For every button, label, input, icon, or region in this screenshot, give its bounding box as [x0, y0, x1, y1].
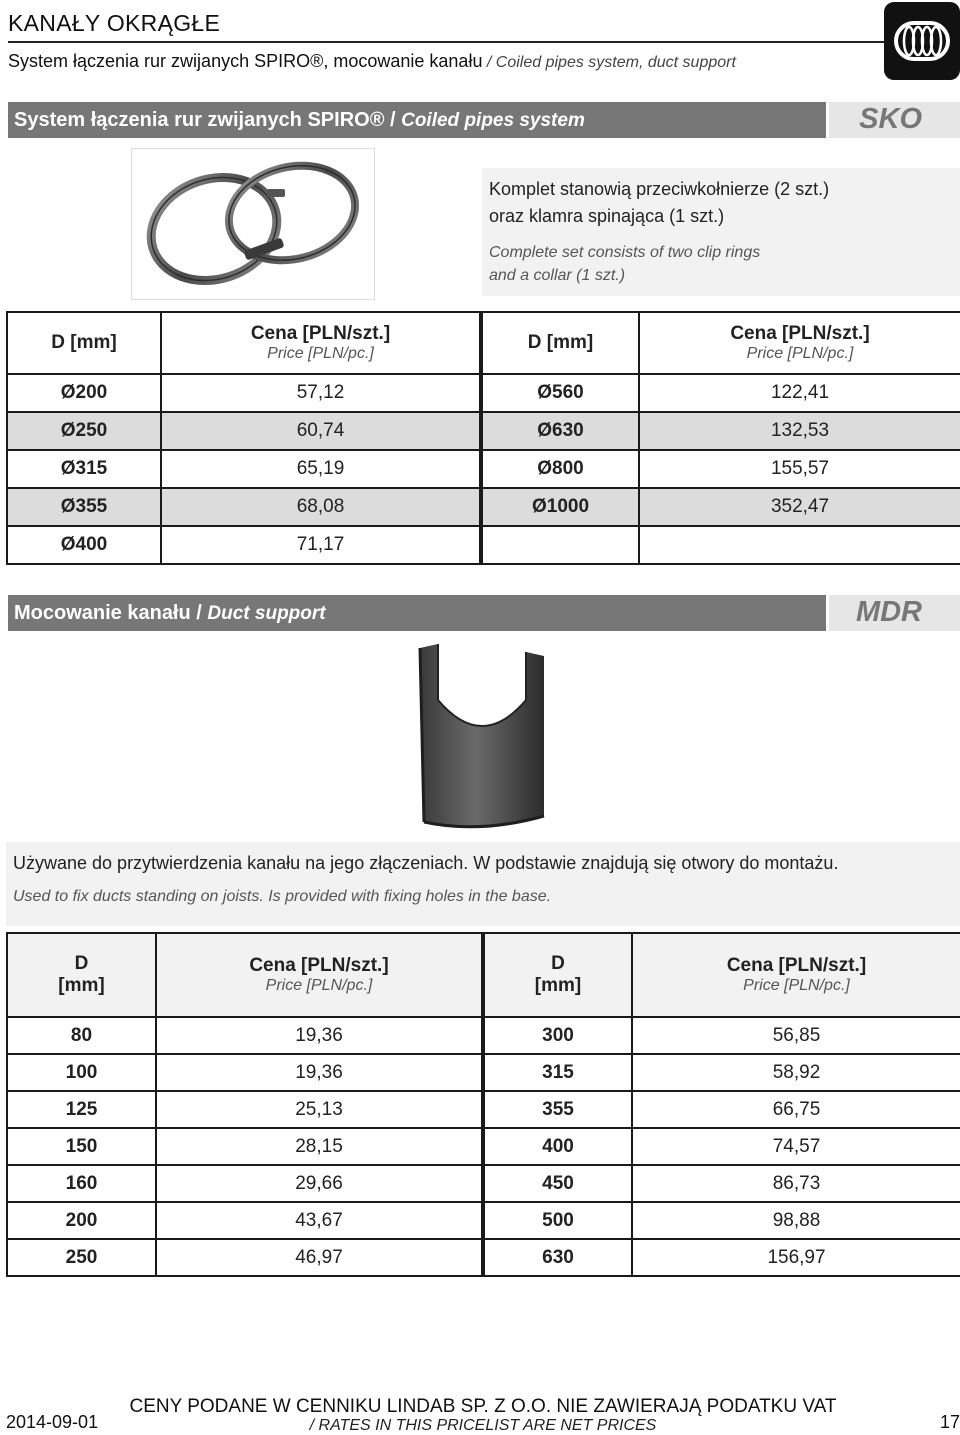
- diameter-cell: 400: [483, 1128, 632, 1165]
- table-row: [7, 1054, 960, 1091]
- price-cell: 66,75: [632, 1091, 960, 1128]
- table-row: [7, 1239, 960, 1276]
- diameter-cell: 500: [483, 1202, 632, 1239]
- diameter-cell: Ø355: [7, 488, 161, 526]
- diameter-cell: 200: [7, 1202, 156, 1239]
- description-pl-line2: oraz klamra spinająca (1 szt.): [489, 206, 725, 226]
- table-row: [7, 450, 960, 488]
- diameter-cell: 450: [483, 1165, 632, 1202]
- header-price-right: Cena [PLN/szt.] Price [PLN/pc.]: [639, 312, 960, 374]
- subtitle-separator: /: [482, 54, 496, 71]
- diameter-cell: Ø200: [7, 374, 161, 412]
- price-cell: 46,97: [156, 1239, 483, 1276]
- price-cell: 155,57: [639, 450, 960, 488]
- table-header-row: [7, 312, 960, 374]
- price-table-duct-support: [6, 932, 960, 1277]
- table-row: [7, 488, 960, 526]
- price-cell: 60,74: [161, 412, 481, 450]
- table-row: [7, 1091, 960, 1128]
- price-cell: 19,36: [156, 1017, 483, 1054]
- product-code-badge: SKO: [829, 102, 960, 138]
- header-d-left: D [mm]: [7, 312, 161, 374]
- price-table-spiro: [6, 311, 960, 565]
- price-cell: 352,47: [639, 488, 960, 526]
- price-cell: 132,53: [639, 412, 960, 450]
- header-d-right: D [mm]: [481, 312, 639, 374]
- diameter-cell: Ø250: [7, 412, 161, 450]
- price-cell: 19,36: [156, 1054, 483, 1091]
- section-title-en: Coiled pipes system: [401, 110, 585, 131]
- diameter-cell: 100: [7, 1054, 156, 1091]
- header-price-left: Cena [PLN/szt.] Price [PLN/pc.]: [161, 312, 481, 374]
- description-pl: Używane do przytwierdzenia kanału na jego złączeniach. W podstawie znajdują się otwory do montażu.: [13, 853, 839, 873]
- subtitle-en: Coiled pipes system, duct support: [495, 54, 736, 71]
- table-header-row: [7, 933, 960, 1017]
- price-cell: 28,15: [156, 1128, 483, 1165]
- description-en: Used to fix ducts standing on joists. Is provided with fixing holes in the base.: [13, 888, 552, 905]
- clip-rings-image: [131, 148, 375, 300]
- table-row: [7, 412, 960, 450]
- diameter-cell: Ø315: [7, 450, 161, 488]
- diameter-cell: Ø630: [481, 412, 639, 450]
- table-row: [7, 1017, 960, 1054]
- price-cell: 25,13: [156, 1091, 483, 1128]
- section-title-en: Duct support: [207, 603, 326, 624]
- price-cell: 58,92: [632, 1054, 960, 1091]
- subtitle-pl: System łączenia rur zwijanych SPIRO®, mocowanie kanału: [8, 51, 483, 71]
- footer-vat-note: CENY PODANE W CENNIKU LINDAB SP. Z O.O. NIE ZAWIERAJĄ PODATKU VAT: [129, 1396, 837, 1417]
- price-cell: 122,41: [639, 374, 960, 412]
- table-row: [7, 1202, 960, 1239]
- price-cell: 86,73: [632, 1165, 960, 1202]
- description-en-line1: Complete set consists of two clip rings: [489, 244, 761, 261]
- round-duct-icon: [884, 2, 960, 80]
- table-row: [7, 1128, 960, 1165]
- price-cell: 156,97: [632, 1239, 960, 1276]
- diameter-cell: Ø560: [481, 374, 639, 412]
- table-row: [7, 1165, 960, 1202]
- diameter-cell: 315: [483, 1054, 632, 1091]
- diameter-cell: 80: [7, 1017, 156, 1054]
- description-pl-line1: Komplet stanowią przeciwkołnierze (2 szt.): [489, 179, 830, 199]
- description-en: [489, 241, 960, 287]
- price-cell: 74,57: [632, 1128, 960, 1165]
- footer-date: 2014-09-01: [6, 1412, 99, 1432]
- product-description-duct-support: [6, 842, 960, 926]
- product-description-spiro: [482, 168, 960, 296]
- header-price-left: Cena [PLN/szt.] Price [PLN/pc.]: [156, 933, 483, 1017]
- diameter-cell: Ø800: [481, 450, 639, 488]
- description-en-line2: and a collar (1 szt.): [489, 267, 626, 284]
- diameter-cell: 160: [7, 1165, 156, 1202]
- section-header-spiro: [8, 102, 826, 138]
- price-cell: 57,12: [161, 374, 481, 412]
- price-cell: 98,88: [632, 1202, 960, 1239]
- duct-support-image: [390, 640, 570, 840]
- section-header-duct-support: [8, 595, 826, 631]
- diameter-cell: Ø400: [7, 526, 161, 564]
- header-d-right: D [mm]: [483, 933, 632, 1017]
- table-row: [7, 374, 960, 412]
- price-cell: 71,17: [161, 526, 481, 564]
- price-cell: 43,67: [156, 1202, 483, 1239]
- diameter-cell: [481, 526, 639, 564]
- table-row: [7, 526, 960, 564]
- header-d-left: D [mm]: [7, 933, 156, 1017]
- diameter-cell: 630: [483, 1239, 632, 1276]
- section-title-pl: Mocowanie kanału /: [14, 602, 202, 624]
- diameter-cell: 250: [7, 1239, 156, 1276]
- footer-vat-note-en: / RATES IN THIS PRICELIST ARE NET PRICES: [309, 1417, 657, 1434]
- price-cell: 68,08: [161, 488, 481, 526]
- price-cell: [639, 526, 960, 564]
- diameter-cell: 300: [483, 1017, 632, 1054]
- price-cell: 29,66: [156, 1165, 483, 1202]
- product-code-badge: MDR: [829, 595, 960, 631]
- diameter-cell: Ø1000: [481, 488, 639, 526]
- diameter-cell: 125: [7, 1091, 156, 1128]
- page-title: KANAŁY OKRĄGŁE: [8, 10, 221, 36]
- diameter-cell: 355: [483, 1091, 632, 1128]
- price-cell: 65,19: [161, 450, 481, 488]
- header-price-right: Cena [PLN/szt.] Price [PLN/pc.]: [632, 933, 960, 1017]
- title-divider: [8, 41, 888, 43]
- price-cell: 56,85: [632, 1017, 960, 1054]
- section-title-pl: System łączenia rur zwijanych SPIRO® /: [14, 109, 396, 131]
- page-number: 17: [939, 1412, 960, 1432]
- page-subtitle: [8, 51, 736, 72]
- diameter-cell: 150: [7, 1128, 156, 1165]
